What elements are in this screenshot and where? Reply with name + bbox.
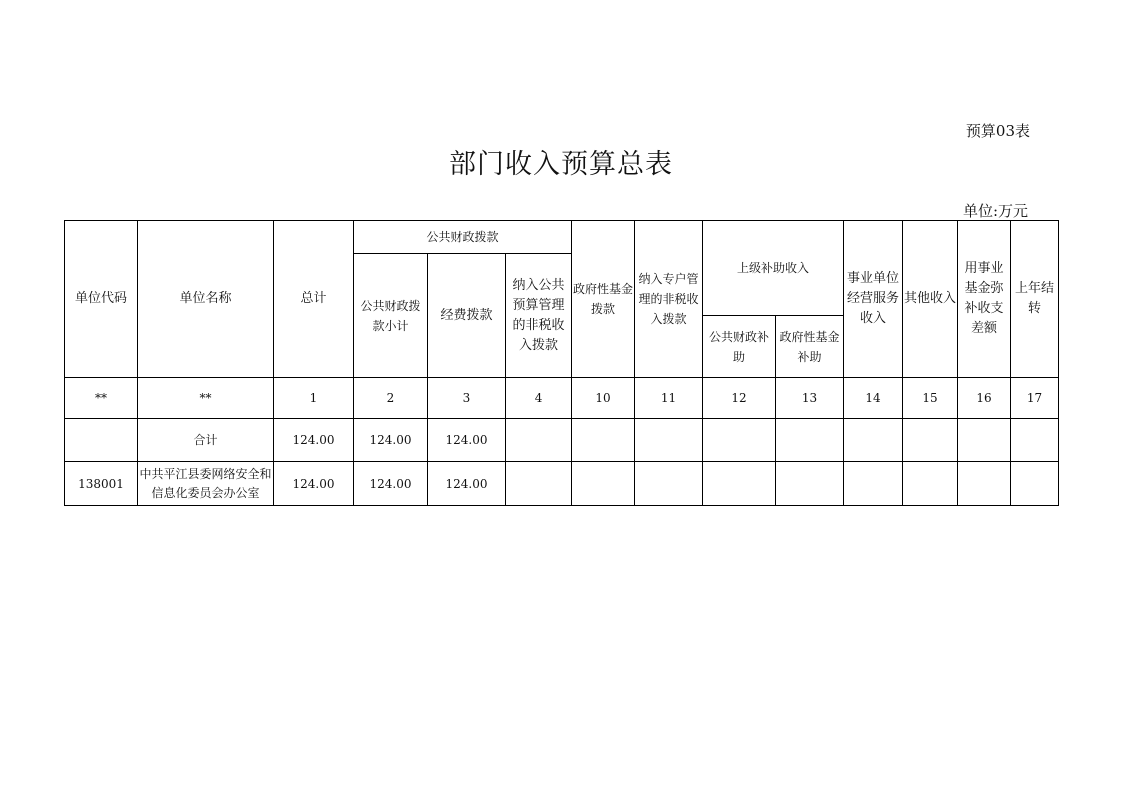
header-superior-gov-fund: 政府性基金补助 (776, 316, 844, 378)
header-reserve-fund: 用事业基金弥补收支差额 (958, 221, 1011, 378)
index-cell: 15 (903, 378, 958, 419)
index-cell: 13 (776, 378, 844, 419)
cell-pf-subtotal: 124.00 (354, 462, 428, 506)
header-public-finance: 公共财政拨款 (354, 221, 572, 254)
cell-superior-public (703, 419, 776, 462)
cell-other-income (903, 419, 958, 462)
cell-funding: 124.00 (428, 419, 506, 462)
cell-non-tax-budget (506, 419, 572, 462)
index-cell: 3 (428, 378, 506, 419)
header-non-tax-budget: 纳入公共预算管理的非税收入拨款 (506, 254, 572, 378)
unit-label: 单位:万元 (962, 202, 1028, 220)
cell-business-income (844, 462, 903, 506)
header-public-finance-subtotal: 公共财政拨款小计 (354, 254, 428, 378)
index-cell: 10 (572, 378, 635, 419)
index-cell: ** (138, 378, 274, 419)
table-row (65, 462, 1059, 506)
index-row (65, 378, 1059, 419)
cell-business-income (844, 419, 903, 462)
header-unit-name: 单位名称 (138, 221, 274, 378)
header-carryover: 上年结转 (1011, 221, 1059, 378)
cell-reserve-fund (958, 462, 1011, 506)
header-other-income: 其他收入 (903, 221, 958, 378)
header-superior-public: 公共财政补助 (703, 316, 776, 378)
cell-non-tax-special (635, 419, 703, 462)
cell-code (65, 419, 138, 462)
cell-reserve-fund (958, 419, 1011, 462)
form-code: 预算03表 (965, 122, 1030, 140)
cell-superior-public (703, 462, 776, 506)
cell-superior-gov-fund (776, 462, 844, 506)
index-cell: 1 (274, 378, 354, 419)
cell-name: 中共平江县委网络安全和信息化委员会办公室 (138, 462, 274, 506)
table-row (65, 419, 1059, 462)
index-cell: 17 (1011, 378, 1059, 419)
cell-pf-subtotal: 124.00 (354, 419, 428, 462)
page-title: 部门收入预算总表 (449, 149, 673, 180)
cell-total: 124.00 (274, 462, 354, 506)
header-funding: 经费拨款 (428, 254, 506, 378)
header-gov-fund: 政府性基金拨款 (572, 221, 635, 378)
index-cell: ** (65, 378, 138, 419)
cell-superior-gov-fund (776, 419, 844, 462)
index-cell: 11 (635, 378, 703, 419)
header-non-tax-special: 纳入专户管理的非税收入拨款 (635, 221, 703, 378)
cell-other-income (903, 462, 958, 506)
cell-gov-fund (572, 419, 635, 462)
cell-gov-fund (572, 462, 635, 506)
index-cell: 14 (844, 378, 903, 419)
index-cell: 12 (703, 378, 776, 419)
cell-carryover (1011, 419, 1059, 462)
header-total: 总计 (274, 221, 354, 378)
budget-table (64, 220, 1059, 506)
cell-total: 124.00 (274, 419, 354, 462)
cell-name: 合计 (138, 419, 274, 462)
index-cell: 4 (506, 378, 572, 419)
header-superior-subsidy: 上级补助收入 (703, 221, 844, 316)
header-row-1 (65, 221, 1059, 254)
cell-non-tax-special (635, 462, 703, 506)
index-cell: 16 (958, 378, 1011, 419)
cell-non-tax-budget (506, 462, 572, 506)
cell-funding: 124.00 (428, 462, 506, 506)
cell-carryover (1011, 462, 1059, 506)
cell-code: 138001 (65, 462, 138, 506)
index-cell: 2 (354, 378, 428, 419)
header-business-income: 事业单位经营服务收入 (844, 221, 903, 378)
header-unit-code: 单位代码 (65, 221, 138, 378)
